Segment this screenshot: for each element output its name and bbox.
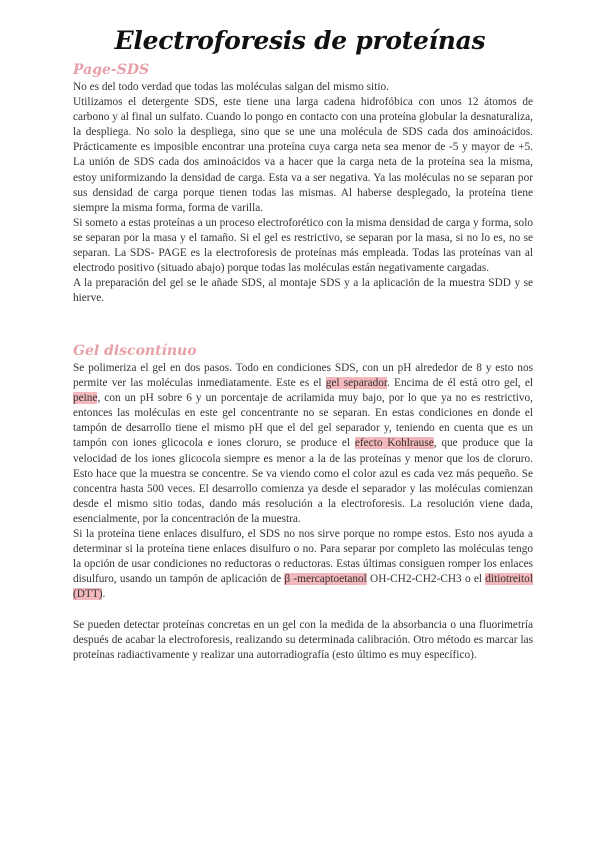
page-title: Electroforesis de proteínas <box>114 26 486 55</box>
paragraph: Utilizamos el detergente SDS, este tiene una larga cadena hidrofóbica con unos 12 átomos de carbono y al final un sulfato. Cuando lo pongo en contacto con una proteína globular la desnaturaliza, la despliega. No solo la despliega, sino que se une una molécula de SDS cada dos aminoácidos. Prácticamente es imposible encontrar una proteína cuya carga neta sea menor de -5 y mayor de +5. La unión de SDS cada dos aminoácidos va a hacer que la carga neta de la proteína sea la misma, estoy uniformizando la densidad de carga. Esta va a ser negativa. Ya las moléculas no se separan por sus densidad de carga porque tienen todas las mismas. Al haberse desplegado, la proteína tiene siempre la misma forma, forma de varilla. <box>73 96 533 214</box>
paragraph: Si someto a estas proteínas a un proceso electroforético con la misma densidad de carga y forma, solo se separan por la masa y el tamaño. Si el gel es restrictivo, se separan por la masa, si no lo es, no se separan. La SDS- PAGE es la electroforesis de proteínas más empleada. Todas las proteínas van al electrodo positivo (situado abajo) porque todas las moléculas están negativamente cargadas. <box>73 216 533 275</box>
text-run: . <box>102 588 106 601</box>
highlight-efecto-kohlrause: efecto Kohlrause <box>354 437 434 450</box>
text-run: OH-CH2-CH2-CH3 o el <box>366 573 486 586</box>
text-run: , con un pH sobre 6 y un porcentaje de acrilamida muy bajo, por lo que ya no es restrictivo, entonces las moléculas en este gel concentrante no se separan. En estas condiciones en donde el tampón de desarrollo tiene el mismo pH que el del gel separador y, teniendo en cuenta que es un tampón con iones glicocola e iones cloruro, se produce el <box>73 392 533 450</box>
paragraph: A la preparación del gel se le añade SDS, al montaje SDS y a la aplicación de la muestra SDD y se hierve. <box>73 277 533 305</box>
section-heading-gel-discontinuo: Gel discontínuo <box>73 343 197 359</box>
section-page-sds <box>73 62 533 306</box>
paragraph: Se pueden detectar proteínas concretas en un gel con la medida de la absorbancia o una fluorimetría después de acabar la electroforesis, realizando su determinada calibración. Otro método es marcar las proteínas radiactivamente y realizar una autorradiografía (esto último es muy específico). <box>73 618 533 661</box>
paragraph <box>73 527 533 602</box>
text-run: Si la proteína tiene enlaces disulfuro, el SDS no nos sirve porque no rompe estos. Esto nos ayuda a determinar si la proteína tiene enlaces disulfuro o no. Para separar por completo las moléculas tengo la opción de usar condiciones no reductoras o reductoras. Estas últimas consiguen romper los enlaces disulfuro, usando un tampón de aplicación de <box>73 528 533 586</box>
section-gel-discontinuo <box>73 343 533 663</box>
highlight-mercaptoetanol: β -mercaptoetanol <box>284 573 367 586</box>
paragraph <box>73 361 533 527</box>
highlight-gel-separador: gel separador <box>325 377 388 390</box>
highlight-ditiotreitol: ditiotreitol (DTT) <box>73 573 533 601</box>
text-run: , que produce que la velocidad de los iones glicocola siempre es menor a la de las proteínas y menor que los de cloruro. Esto hace que la muestra se concentre. Se va viendo como el color azul es cada vez más pequeño. Se concentra hasta 500 veces. El desarrollo comienza ya desde el separador y las moléculas comienzan desde el mismo sitio todas, dando más resolución a la electroforesis. La resolución viene dada, esencialmente, por la concentración de la muestra. <box>73 437 533 525</box>
paragraph: No es del todo verdad que todas las moléculas salgan del mismo sitio. <box>73 81 389 93</box>
section-heading-page-sds: Page-SDS <box>73 62 150 78</box>
highlight-peine: peine <box>73 392 98 405</box>
text-run: Se polimeriza el gel en dos pasos. Todo en condiciones SDS, con un pH alrededor de 8 y esto nos permite ver las moléculas inmediatamente. Este es el <box>73 362 533 390</box>
text-run: . Encima de él está otro gel, el <box>387 377 534 390</box>
